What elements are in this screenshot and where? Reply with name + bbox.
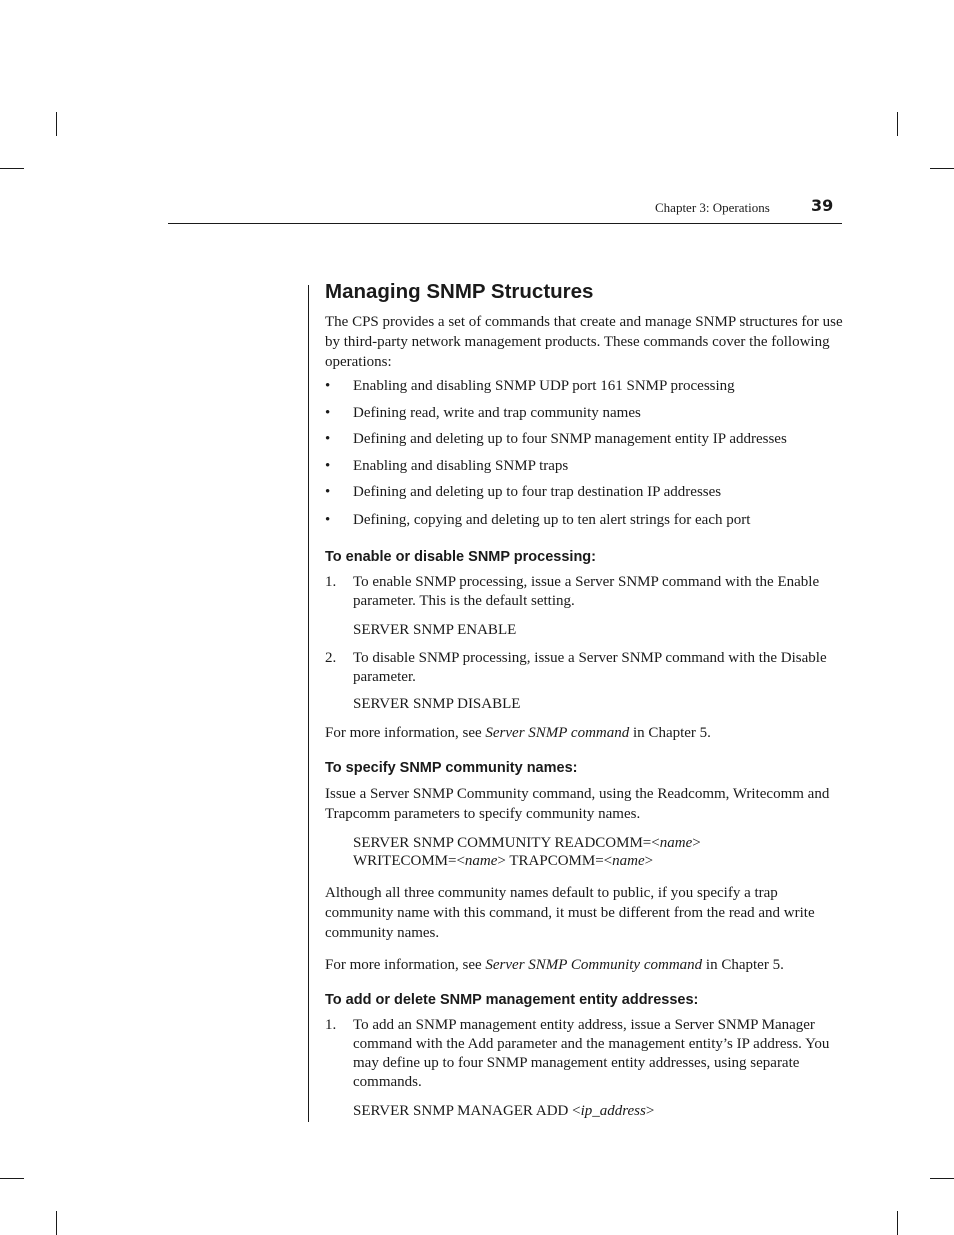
command-text: >	[644, 853, 654, 869]
command-text: > TRAPCOMM=<	[497, 853, 613, 869]
page-number: 39	[811, 196, 834, 215]
cross-reference-prefix: For more information, see	[325, 725, 486, 741]
step-item	[325, 649, 845, 687]
list-item-text: Defining and deleting up to four SNMP management entity IP addresses	[353, 431, 787, 447]
community-note: Although all three community names default to public, if you specify a trap community name with this command, it must be different from the read and write community names.	[325, 885, 815, 941]
step-text: To enable SNMP processing, issue a Server SNMP command with the Enable parameter. This is the default setting.	[353, 574, 820, 609]
step-item	[325, 573, 845, 611]
crop-mark	[0, 1178, 24, 1179]
cross-reference-suffix: in Chapter 5.	[629, 725, 711, 741]
bullet-glyph: •	[325, 404, 331, 421]
list-item-text: Defining and deleting up to four trap destination IP addresses	[353, 484, 722, 500]
cross-reference-suffix: in Chapter 5.	[702, 957, 784, 973]
step-number: 2.	[325, 650, 337, 666]
bullet-glyph: •	[325, 378, 331, 394]
running-header: Chapter 3: Operations	[655, 200, 770, 215]
crop-mark	[930, 168, 954, 169]
list-item-text: Defining, copying and deleting up to ten alert strings for each port	[353, 512, 751, 528]
list-item	[325, 403, 845, 423]
step-item	[325, 1016, 845, 1092]
command-placeholder: name	[612, 853, 645, 869]
cross-reference-link: Server SNMP command	[485, 725, 630, 741]
list-item	[325, 482, 845, 502]
command-example	[325, 834, 845, 870]
command-placeholder: name	[464, 853, 498, 869]
list-item	[325, 456, 845, 476]
subheading-enable-disable: To enable or disable SNMP processing:	[325, 549, 596, 565]
list-item	[325, 510, 845, 530]
command-text: WRITECOMM=<	[353, 853, 465, 869]
crop-mark	[0, 168, 24, 169]
bullet-glyph: •	[325, 457, 331, 474]
bullet-glyph: •	[325, 512, 331, 528]
crop-mark	[56, 1211, 57, 1235]
command-text: >	[692, 835, 701, 851]
section-title: Managing SNMP Structures	[325, 280, 594, 303]
command-text: SERVER SNMP COMMUNITY READCOMM=<	[353, 835, 660, 851]
list-item	[325, 429, 845, 449]
list-item-text: Defining read, write and trap community names	[353, 404, 641, 421]
bullet-glyph: •	[325, 484, 331, 500]
command-example: SERVER SNMP ENABLE	[353, 622, 517, 638]
bullet-glyph: •	[325, 431, 331, 447]
list-item-text: Enabling and disabling SNMP UDP port 161 SNMP processing	[353, 378, 735, 394]
command-placeholder: name	[659, 835, 693, 851]
community-paragraph: Issue a Server SNMP Community command, using the Readcomm, Writecomm and Trapcomm parameters to specify community names.	[325, 786, 830, 822]
step-text: To disable SNMP processing, issue a Server SNMP command with the Disable parameter.	[353, 650, 827, 685]
cross-reference	[325, 955, 845, 975]
command-text: >	[645, 1103, 655, 1119]
crop-mark	[930, 1178, 954, 1179]
intro-paragraph: The CPS provides a set of commands that create and manage SNMP structures for use by third-party network management products. These commands cover the following operations:	[325, 314, 843, 370]
cross-reference-prefix: For more information, see	[325, 957, 486, 973]
subheading-community: To specify SNMP community names:	[325, 760, 578, 776]
command-placeholder: ip_address	[580, 1103, 646, 1119]
header-rule	[168, 223, 842, 224]
disable-steps	[325, 649, 845, 687]
margin-rule	[308, 285, 309, 1122]
operations-list	[325, 376, 845, 530]
crop-mark	[897, 1211, 898, 1235]
list-item-text: Enabling and disabling SNMP traps	[353, 457, 569, 474]
step-number: 1.	[325, 1017, 337, 1033]
page-body	[325, 278, 845, 1120]
crop-mark	[56, 112, 57, 136]
manager-steps	[325, 1016, 845, 1092]
command-text: SERVER SNMP MANAGER ADD <	[353, 1103, 581, 1119]
command-example	[325, 1102, 845, 1120]
step-text: To add an SNMP management entity address, issue a Server SNMP Manager command with the Add parameter and the management entity’s IP address. You may define up to four SNMP management entity addresses, using separate commands.	[353, 1017, 830, 1090]
enable-steps	[325, 573, 845, 611]
cross-reference	[325, 723, 845, 743]
crop-mark	[897, 112, 898, 136]
command-example: SERVER SNMP DISABLE	[353, 696, 521, 712]
subheading-manager: To add or delete SNMP management entity addresses:	[325, 992, 699, 1008]
list-item	[325, 376, 845, 396]
step-number: 1.	[325, 574, 337, 590]
cross-reference-link: Server SNMP Community command	[485, 957, 703, 973]
